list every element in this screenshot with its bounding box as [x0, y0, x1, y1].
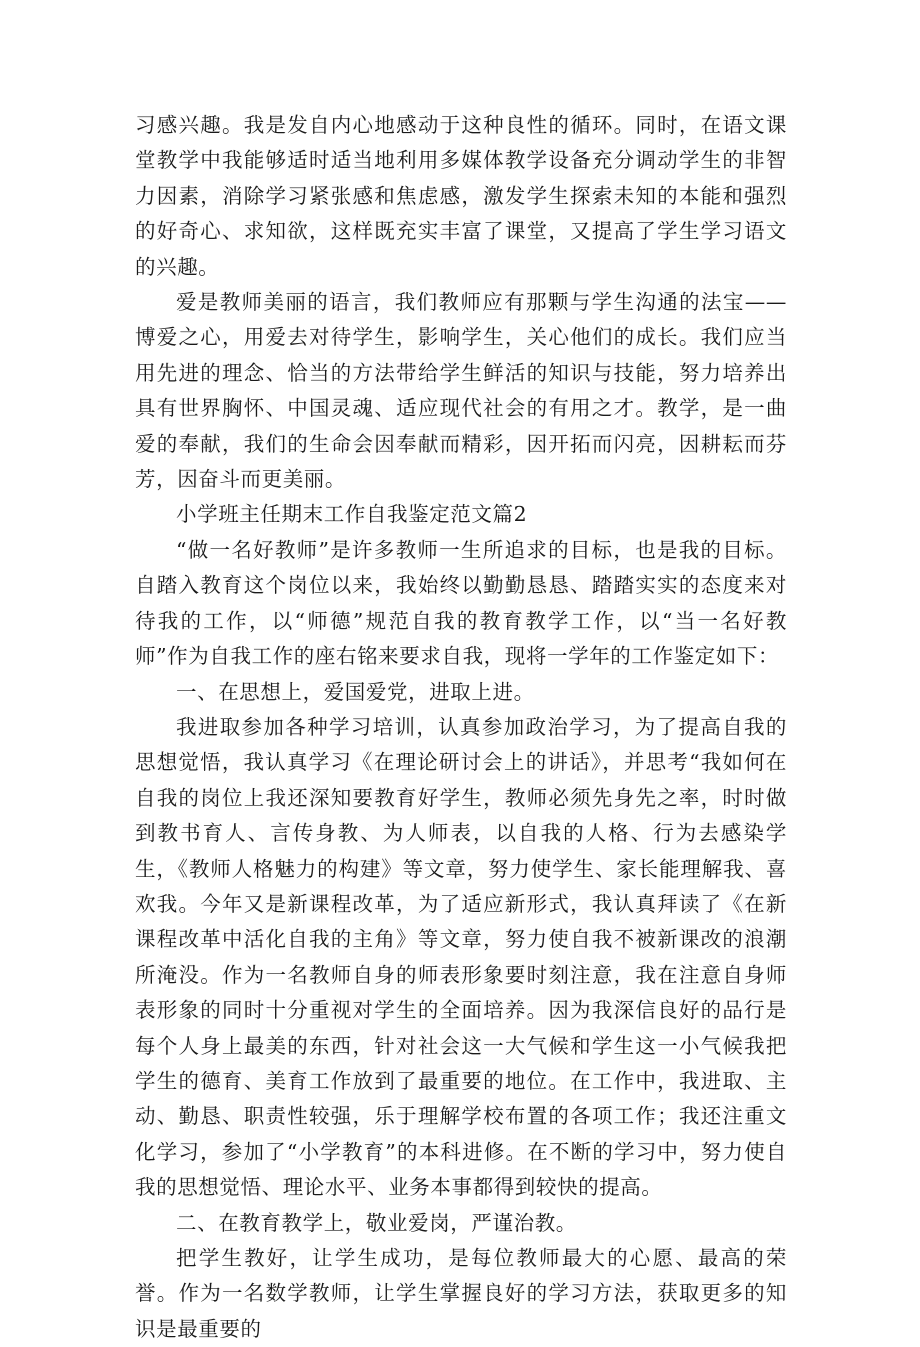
paragraph-teach-students: 把学生教好，让学生成功，是每位教师最大的心愿、最高的荣誉。作为一名数学教师，让学生掌握良好的学习方法，获取更多的知识是最重要的: [135, 1246, 787, 1341]
subheading-teaching: 二、在教育教学上，敬业爱岗，严谨治教。: [176, 1210, 577, 1235]
section-title: 小学班主任期末工作自我鉴定范文篇2: [176, 502, 528, 527]
document-body: [135, 108, 787, 1347]
paragraph-study-training: 我进取参加各种学习培训，认真参加政治学习，为了提高自我的思想觉悟，我认真学习《在理论研讨会上的讲话》，并思考“我如何在自我的岗位上我还深知要教育好学生，教师必须先身先之率，时时做到教书育人、言传身教、为人师表，以自我的人格、行为去感染学生，《教师人格魅力的构建》等文章，努力使学生、家长能理解我、喜欢我。今年又是新课程改革，为了适应新形式，我认真拜读了《在新课程改革中活化自我的主角》等文章，努力使自我不被新课改的浪潮所淹没。作为一名教师自身的师表形象要时刻注意，我在注意自身师表形象的同时十分重视对学生的全面培养。因为我深信良好的品行是每个人身上最美的东西，针对社会这一大气候和学生这一小气候我把学生的德育、美育工作放到了最重要的地位。在工作中，我进取、主动、勤恳、职责性较强，乐于理解学校布置的各项工作；我还注重文化学习，参加了“小学教育”的本科进修。在不断的学习中，努力使自我的思想觉悟、理论水平、业务本事都得到较快的提高。: [135, 714, 787, 1200]
paragraph-love-language: 爱是教师美丽的语言，我们教师应有那颗与学生沟通的法宝——博爱之心，用爱去对待学生，影响学生，关心他们的成长。我们应当用先进的理念、恰当的方法带给学生鲜活的知识与技能，努力培养出具有世界胸怀、中国灵魂、适应现代社会的有用之才。教学，是一曲爱的奉献，我们的生命会因奉献而精彩，因开拓而闪亮，因耕耘而芬芳，因奋斗而更美丽。: [135, 290, 787, 492]
paragraph-good-teacher: “做一名好教师”是许多教师一生所追求的目标，也是我的目标。自踏入教育这个岗位以来，我始终以勤勤恳恳、踏踏实实的态度来对待我的工作，以“师德”规范自我的教育教学工作，以“当一名好教师”作为自我工作的座右铭来要求自我，现将一学年的工作鉴定如下：: [135, 537, 787, 669]
subheading-thought: 一、在思想上，爱国爱党，进取上进。: [176, 679, 535, 704]
paragraph-continuation: 习感兴趣。我是发自内心地感动于这种良性的循环。同时，在语文课堂教学中我能够适时适当地利用多媒体教学设备充分调动学生的非智力因素，消除学习紧张感和焦虑感，激发学生探索未知的本能和强烈的好奇心、求知欲，这样既充实丰富了课堂，又提高了学生学习语文的兴趣。: [135, 113, 787, 279]
